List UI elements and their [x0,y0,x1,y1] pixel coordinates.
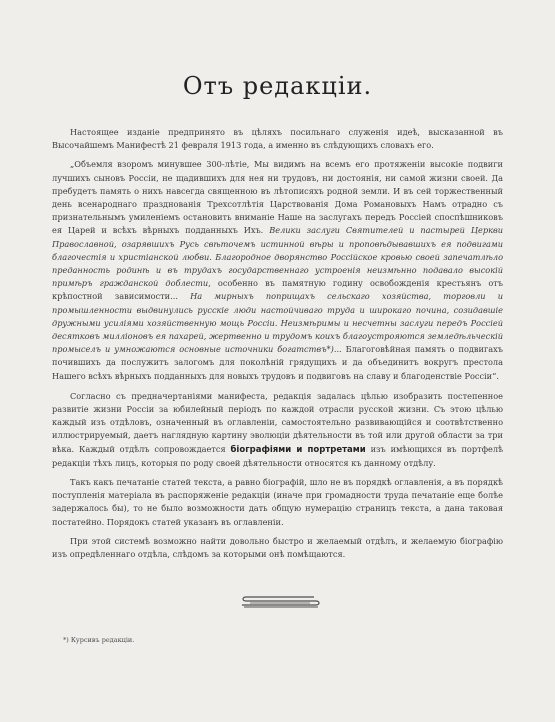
quote-part-5: Благоговѣйная память о подвигахъ почившихъ да послужитъ залогомъ для поколѣній грядущихъ и да объединитъ вокругъ престола Нашего всѣхъ вѣрныхъ подданныхъ для новыхъ трудовъ и подвиговъ на славу и благоденствіе Россіи“. [52,344,503,381]
plan-part-2: изъ имѣющихся въ портфелѣ редакціи тѣхъ лицъ, которыя по роду своей дѣятельности относятся къ данному отдѣлу. [52,443,504,468]
page-title: Отъ редакціи. [182,72,373,100]
main-content [52,126,503,561]
intro-paragraph: Настоящее изданіе предпринято въ цѣляхъ посильнаго служенія идеѣ, высказанной въ Высочайшемъ Манифестѣ 21 февраля 1913 года, а именно въ слѣдующихъ словахъ его. [52,127,503,151]
quote-part-4-italic: На мирныхъ поприщахъ сельскаго хозяйства, торговли и промышленности выдвинулись русскіе люди настойчиваго труда и широкаго почина, созидавшіе дружными усиліями хозяйственную мощь Россіи. Неизмѣримы и несчетны заслуги передъ Россіей десятковъ милліоновъ ея пахарей, жертвенно и трудомъ коихъ благоустрояются земледѣльческій промыселъ и умножаются основные источники богатствъ*)... [52,291,503,355]
printing-order-paragraph: Такъ какъ печатаніе статей текста, а равно біографій, шло не въ порядкѣ оглавленія, а въ порядкѣ поступленія матеріала въ распоряженіе редакціи (иначе при громадности труда печатаніе еще болѣе задержалось бы), то не было возможности дать общую нумерацію страницъ текста, а дана таковая постатейно. Порядокъ статей указанъ въ оглавленіи. [52,477,503,527]
biographies-portraits-bold: біографіями и портретами [230,444,366,455]
system-paragraph: При этой системѣ возможно найти довольно быстро и желаемый отдѣлъ, и желаемую біографію изъ опредѣленнаго отдѣла, слѣдомъ за которыми онѣ помѣщаются. [52,535,503,560]
footnote: *) Курсивъ редакціи. [63,636,135,644]
quote-part-2-italic: Велики заслуги Святителей и пастырей Церкви Православной, озарявшихъ Русь свѣточемъ истинной вѣры и проповѣдывавшихъ ея подвигами благочестія и христіанской любви. Благородное дворянство Россійское кровью своей запечатлѣло преданность родинѣ и въ трудахъ государственнаго устроенія неизмѣнно подавало высокій примѣръ гражданской доблести, [52,225,504,289]
quote-part-3: особенно въ памятную годину освобожденія крестьянъ отъ крѣпостной зависимости... [52,278,504,302]
editorial-plan-paragraph [52,390,503,470]
manifesto-quote [52,158,503,382]
plan-part-1: Согласно съ предначертаніями манифеста, редакція задалась цѣлью изобразить постепенное развитіе жизни Россіи за юбилейный періодъ по каждой отрасли русской жизни. Съ этою цѣлью каждый изъ отдѣловъ, означенный въ оглавленіи, самостоятельно развивающійся и соотвѣтственно иллюстрируемый, даетъ наглядную картину эволюціи дѣятельности въ той или другой области за три вѣка. Каждый отдѣлъ сопровождается [52,390,503,454]
decorative-ornament-icon [236,593,324,609]
quote-part-1: „Объемля взоромъ минувшее 300-лѣтіе, Мы видимъ на всемъ его протяженіи высокіе подвиги лучшихъ сыновъ Россіи, не щадившихъ для нея ни трудовъ, ни достоянія, ни самой жизни своей. Да пребудетъ память о нихъ навсегда священною въ лѣтописяхъ родной земли. И въ сей торжественный день всенароднаго празднованія Трехсотлѣтія Царствованія Дома Романовыхъ Намъ отрадно съ признательнымъ умиленіемъ остановить вниманіе Наше на заслугахъ передъ Россіей споспѣшниковъ ея Царей и всѣхъ вѣрныхъ подданныхъ Ихъ. [52,159,503,236]
